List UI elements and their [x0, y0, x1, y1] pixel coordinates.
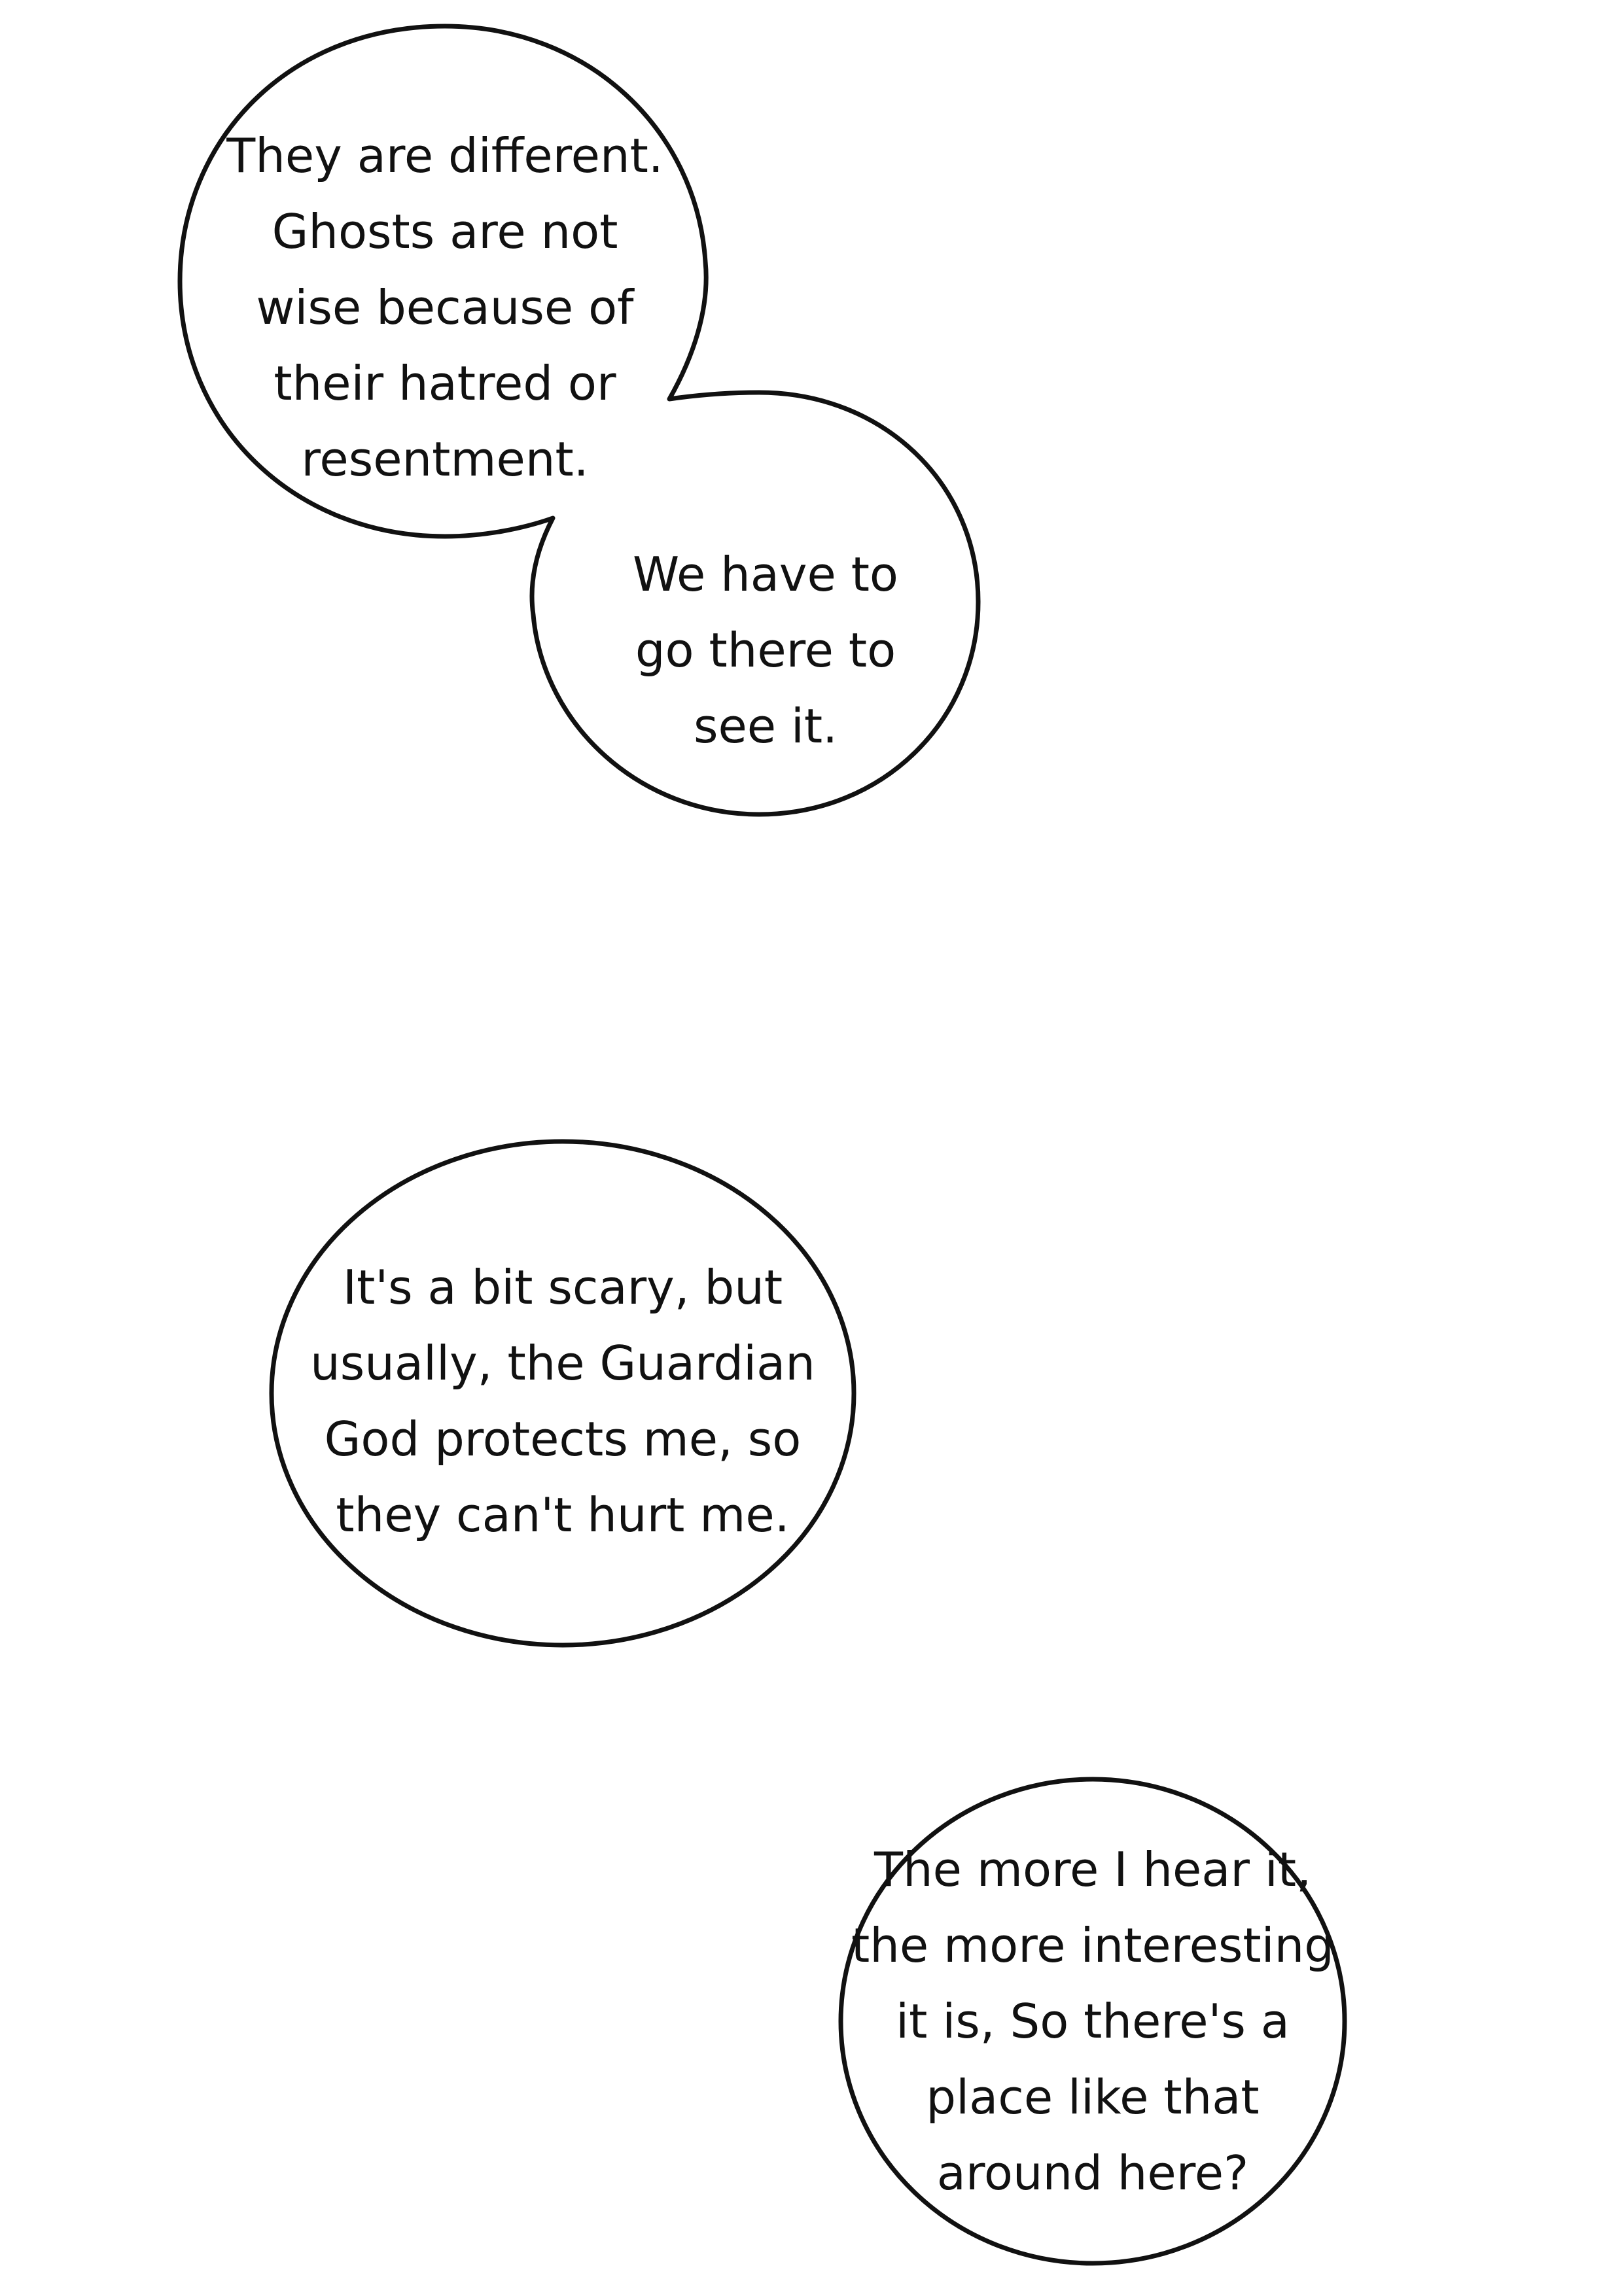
speech-bubble-text [196, 118, 694, 497]
dialogue-line: Ghosts are not [272, 204, 618, 259]
dialogue-line: place like that [926, 2070, 1260, 2125]
speech-bubble-text [589, 536, 942, 764]
dialogue-line: go there to [635, 623, 896, 678]
dialogue-line: their hatred or [274, 356, 616, 411]
speech-bubble-text [838, 1832, 1348, 2211]
dialogue-line: They are different. [226, 128, 663, 183]
dialogue-line: the more interesting [851, 1918, 1334, 1973]
dialogue-line: they can't hurt me. [336, 1487, 790, 1542]
dialogue-line: It's a bit scary, but [342, 1260, 783, 1315]
dialogue-line: it is, So there's a [896, 1994, 1290, 2049]
dialogue-line: resentment. [301, 432, 589, 487]
dialogue-line: God protects me, so [324, 1412, 802, 1467]
dialogue-line: wise because of [256, 280, 634, 335]
dialogue-line: around here? [936, 2146, 1249, 2200]
dialogue-line: We have to [633, 547, 898, 602]
dialogue-line: usually, the Guardian [310, 1336, 815, 1391]
dialogue-line: see it. [693, 699, 838, 754]
speech-bubble-text [288, 1249, 838, 1553]
dialogue-line: The more I hear it, [874, 1842, 1311, 1897]
